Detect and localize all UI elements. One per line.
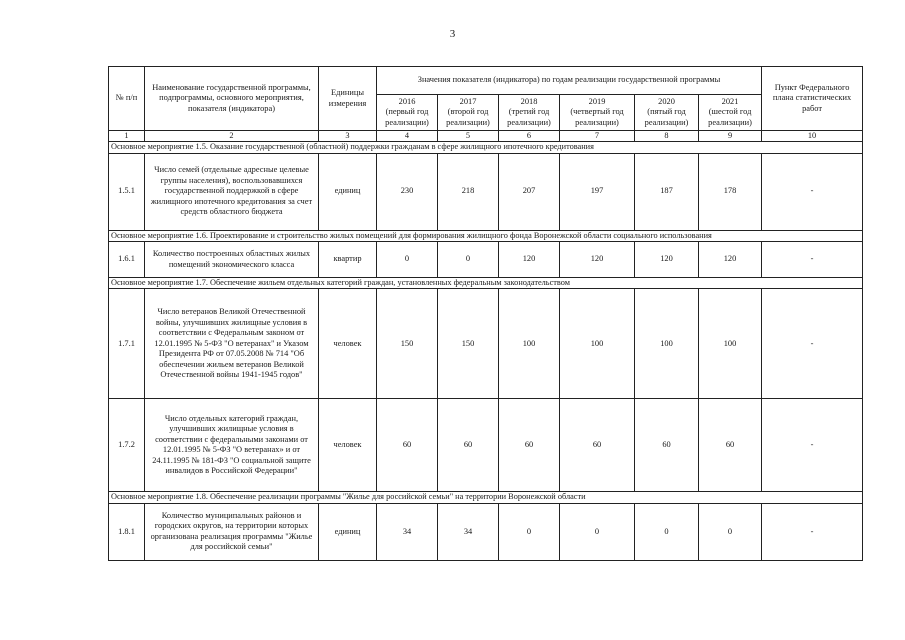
table-row [109, 289, 863, 399]
year-note: (первый год реализации) [385, 107, 429, 127]
table-row [109, 399, 863, 492]
column-number: 5 [438, 131, 499, 142]
row-name: Количество построенных областных жилых помещений экономического класса [145, 242, 319, 278]
table-row [109, 503, 863, 560]
row-value: 60 [499, 399, 560, 492]
table-row [109, 153, 863, 230]
row-value: 120 [635, 242, 699, 278]
row-value: 0 [438, 242, 499, 278]
indicators-table [108, 66, 863, 561]
row-value: 34 [377, 503, 438, 560]
row-unit: человек [319, 289, 377, 399]
header-name: Наименование государственной программы, подпрограммы, основного мероприятия, показателя (индикатора) [145, 67, 319, 131]
row-value: 60 [699, 399, 762, 492]
column-number: 8 [635, 131, 699, 142]
row-value: 60 [377, 399, 438, 492]
row-plan: - [762, 289, 863, 399]
header-units: Единицы измерения [319, 67, 377, 131]
row-value: 60 [635, 399, 699, 492]
row-unit: единиц [319, 153, 377, 230]
year-note: (пятый год реализации) [644, 107, 689, 127]
row-value: 0 [635, 503, 699, 560]
section-row [109, 230, 863, 241]
header-year [560, 95, 635, 131]
column-number: 2 [145, 131, 319, 142]
row-unit: человек [319, 399, 377, 492]
row-name: Количество муниципальных районов и городских округов, на территории которых организована реализация программы "Жилье для российской семьи" [145, 503, 319, 560]
table-row [109, 242, 863, 278]
section-row [109, 492, 863, 503]
row-plan: - [762, 153, 863, 230]
header-year [377, 95, 438, 131]
column-numbers-row [109, 131, 863, 142]
header-values-group: Значения показателя (индикатора) по годам реализации государственной программы [377, 67, 762, 95]
row-num: 1.6.1 [109, 242, 145, 278]
column-number: 7 [560, 131, 635, 142]
section-title: Основное мероприятие 1.7. Обеспечение жильем отдельных категорий граждан, установленных федеральным законодательством [109, 278, 863, 289]
row-value: 0 [699, 503, 762, 560]
row-value: 187 [635, 153, 699, 230]
row-plan: - [762, 503, 863, 560]
row-value: 0 [560, 503, 635, 560]
column-number: 3 [319, 131, 377, 142]
column-number: 9 [699, 131, 762, 142]
header-num: № п/п [109, 67, 145, 131]
year-label: 2021 [721, 96, 739, 106]
row-num: 1.8.1 [109, 503, 145, 560]
row-value: 218 [438, 153, 499, 230]
row-num: 1.7.1 [109, 289, 145, 399]
row-value: 178 [699, 153, 762, 230]
header-year [699, 95, 762, 131]
row-value: 120 [499, 242, 560, 278]
year-note: (шестой год реализации) [708, 107, 752, 127]
header-plan: Пункт Федерального плана статистических работ [762, 67, 863, 131]
row-value: 0 [499, 503, 560, 560]
column-number: 1 [109, 131, 145, 142]
year-label: 2018 [520, 96, 538, 106]
row-plan: - [762, 242, 863, 278]
row-value: 100 [499, 289, 560, 399]
row-name: Число семей (отдельные адресные целевые группы населения), воспользовавшихся государственной поддержкой в сфере жилищного ипотечного кредитования за счет средств областного бюджета [145, 153, 319, 230]
year-note: (третий год реализации) [507, 107, 551, 127]
row-value: 197 [560, 153, 635, 230]
row-value: 230 [377, 153, 438, 230]
row-value: 60 [438, 399, 499, 492]
section-title: Основное мероприятие 1.6. Проектирование и строительство жилых помещений для формирования жилищного фонда Воронежской области социального использования [109, 230, 863, 241]
row-plan: - [762, 399, 863, 492]
column-number: 10 [762, 131, 863, 142]
row-unit: единиц [319, 503, 377, 560]
header-year [438, 95, 499, 131]
year-note: (второй год реализации) [446, 107, 490, 127]
section-row [109, 142, 863, 153]
section-title: Основное мероприятие 1.8. Обеспечение реализации программы "Жилье для российской семьи" на территории Воронежской области [109, 492, 863, 503]
year-label: 2020 [658, 96, 675, 106]
column-number: 4 [377, 131, 438, 142]
row-name: Число отдельных категорий граждан, улучшивших жилищные условия в соответствии с федеральными законами от 12.01.1995 № 5-ФЗ "О ветеранах» и от 24.11.1995 № 181-ФЗ "О социальной защите инвалидов в Российской Федерации" [145, 399, 319, 492]
header-year [499, 95, 560, 131]
page-number: 3 [449, 28, 456, 40]
header-year [635, 95, 699, 131]
header-row-1 [109, 67, 863, 95]
section-row [109, 278, 863, 289]
row-name: Число ветеранов Великой Отечественной войны, улучшивших жилищные условия в соответствии с Федеральным законом от 12.01.1995 № 5-ФЗ "О ветеранах" и Указом Президента РФ от 07.05.2008 № 714 "Об обеспечении жильем ветеранов Великой Отечественной войны 1941-1945 годов" [145, 289, 319, 399]
section-title: Основное мероприятие 1.5. Оказание государственной (областной) поддержки гражданам в сфере жилищного ипотечного кредитования [109, 142, 863, 153]
column-number: 6 [499, 131, 560, 142]
row-value: 0 [377, 242, 438, 278]
row-value: 100 [560, 289, 635, 399]
row-value: 150 [438, 289, 499, 399]
year-label: 2016 [398, 96, 416, 106]
row-value: 120 [699, 242, 762, 278]
row-value: 100 [699, 289, 762, 399]
row-value: 150 [377, 289, 438, 399]
row-num: 1.7.2 [109, 399, 145, 492]
year-label: 2019 [588, 96, 606, 106]
row-value: 34 [438, 503, 499, 560]
row-num: 1.5.1 [109, 153, 145, 230]
year-note: (четвертый год реализации) [570, 107, 624, 127]
row-unit: квартир [319, 242, 377, 278]
row-value: 120 [560, 242, 635, 278]
row-value: 60 [560, 399, 635, 492]
row-value: 207 [499, 153, 560, 230]
year-label: 2017 [459, 96, 477, 106]
row-value: 100 [635, 289, 699, 399]
